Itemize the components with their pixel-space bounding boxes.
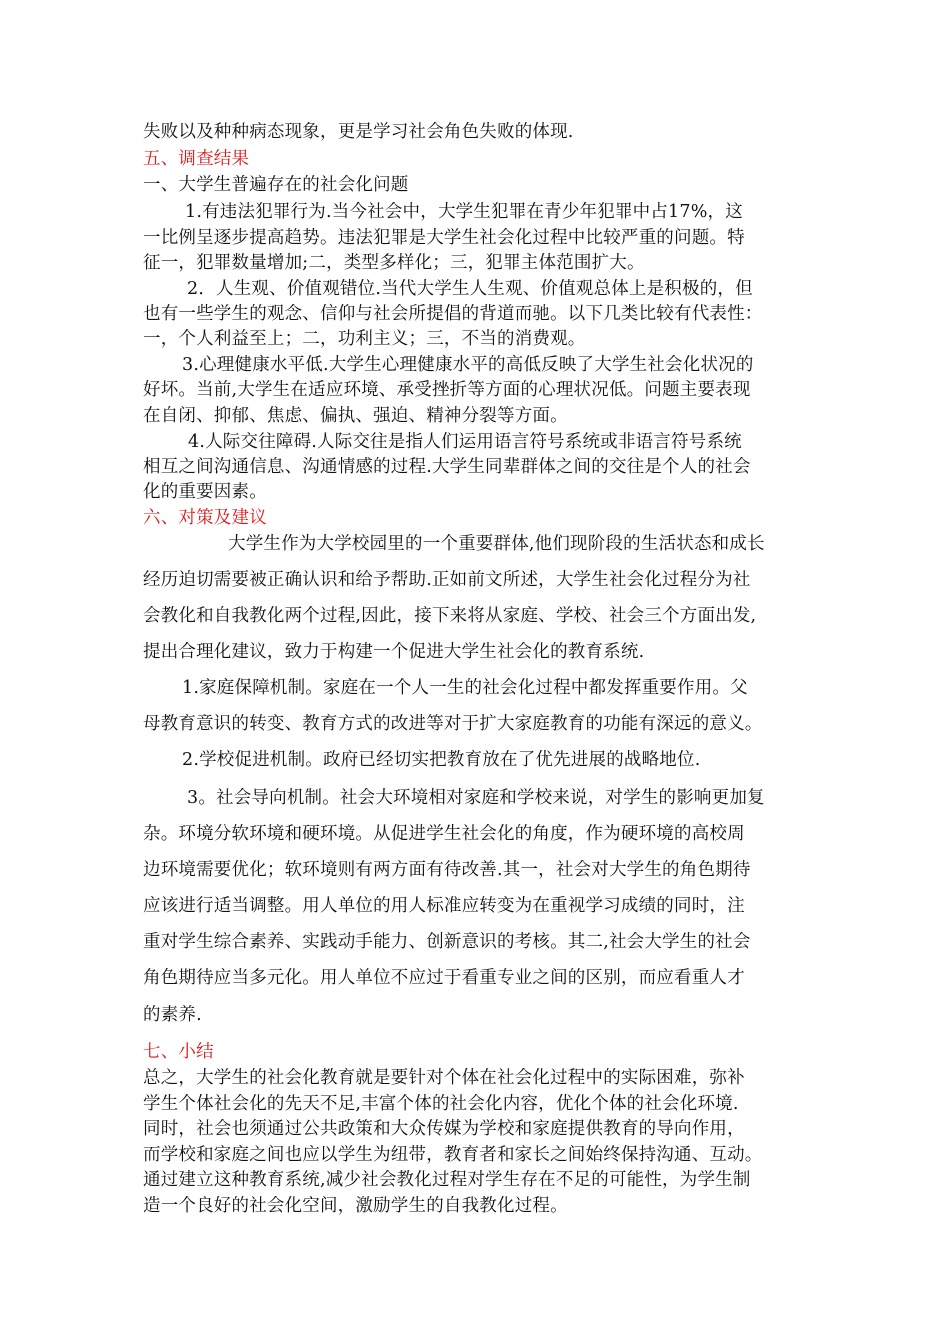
text-line: 一比例呈逐步提高趋势。违法犯罪是大学生社会化过程中比较严重的问题。特 [143,228,745,248]
text-line: 同时，社会也须通过公共政策和大众传媒为学校和家庭提供教育的导向作用， [143,1119,745,1139]
text-line: 经历迫切需要被正确认识和给予帮助.正如前文所述，大学生社会化过程分为社 [143,570,751,590]
text-line: 1.有违法犯罪行为.当今社会中，大学生犯罪在青少年犯罪中占17%，这 [185,202,743,222]
text-line: 3。社会导向机制。社会大环境相对家庭和学校来说，对学生的影响更加复 [187,788,765,808]
text-line: 大学生作为大学校园里的一个重要群体,他们现阶段的生活状态和成长 [228,534,765,554]
text-line: 母教育意识的转变、教育方式的改进等对于扩大家庭教育的功能有深远的意义。 [143,714,763,734]
text-line: 4.人际交往障碍.人际交往是指人们运用语言符号系统或非语言符号系统 [188,432,742,452]
subsection-heading: 一、大学生普遍存在的社会化问题 [143,175,409,195]
text-line: 而学校和家庭之间也应以学生为纽带，教育者和家长之间始终保持沟通、互动。 [143,1145,763,1165]
text-line: 也有一些学生的观念、信仰与社会所提倡的背道而驰。以下几类比较有代表性： [143,304,763,324]
text-line: 好坏。当前,大学生在适应环境、承受挫折等方面的心理状况低。问题主要表现 [143,380,751,400]
text-line: 通过建立这种教育系统,减少社会教化过程对学生存在不足的可能性，为学生制 [143,1170,751,1190]
text-line: 征一，犯罪数量增加;二，类型多样化；三，犯罪主体范围扩大。 [143,253,645,273]
text-line: 2.学校促进机制。政府已经切实把教育放在了优先进展的战略地位. [182,750,701,770]
text-line: 边环境需要优化；软环境则有两方面有待改善.其一，社会对大学生的角色期待 [143,860,751,880]
text-line: 化的重要因素。 [143,482,267,502]
text-line: 总之，大学生的社会化教育就是要针对个体在社会化过程中的实际困难，弥补 [143,1068,745,1088]
text-line: 提出合理化建议，致力于构建一个促进大学生社会化的教育系统. [143,642,645,662]
text-line: 1.家庭保障机制。家庭在一个人一生的社会化过程中都发挥重要作用。父 [182,678,748,698]
section-heading-results: 五、调查结果 [143,149,250,169]
text-line: 相互之间沟通信息、沟通情感的过程.大学生同辈群体之间的交往是个人的社会 [143,457,751,477]
text-line: 3.心理健康水平低.大学生心理健康水平的高低反映了大学生社会化状况的 [182,355,754,375]
text-line: 一，个人利益至上；二，功利主义；三，不当的消费观。 [143,329,586,349]
text-line: 会教化和自我教化两个过程,因此，接下来将从家庭、学校、社会三个方面出发, [143,606,757,626]
text-line: 失败以及种种病态现象，更是学习社会角色失败的体现. [143,122,574,142]
text-line: 造一个良好的社会化空间，激励学生的自我教化过程。 [143,1196,568,1216]
text-line: 应该进行适当调整。用人单位的用人标准应转变为在重视学习成绩的同时，注 [143,896,745,916]
text-line: 重对学生综合素养、实践动手能力、创新意识的考核。其二,社会大学生的社会 [143,932,751,952]
text-line: 角色期待应当多元化。用人单位不应过于看重专业之间的区别，而应看重人才 [143,968,745,988]
section-heading-suggestions: 六、对策及建议 [143,508,267,528]
text-line: 杂。环境分软环境和硬环境。从促进学生社会化的角度，作为硬环境的高校周 [143,824,745,844]
text-line: 的素养. [143,1005,202,1025]
text-line: 在自闭、抑郁、焦虑、偏执、强迫、精神分裂等方面。 [143,406,568,426]
section-heading-summary: 七、小结 [143,1042,214,1062]
text-line: 2．人生观、价值观错位.当代大学生人生观、价值观总体上是积极的，但 [187,279,753,299]
text-line: 学生个体社会化的先天不足,丰富个体的社会化内容，优化个体的社会化环境. [143,1094,739,1114]
